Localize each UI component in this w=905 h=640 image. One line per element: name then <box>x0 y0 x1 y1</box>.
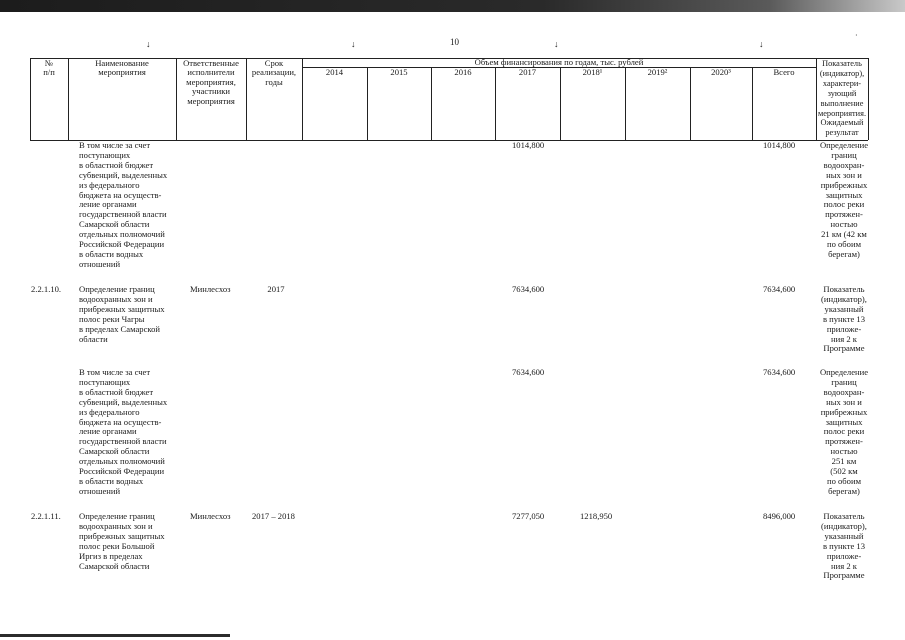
binding-mark: ↓ <box>146 39 151 49</box>
header-year: 2015 <box>390 67 408 77</box>
header-year: 2019² <box>647 67 668 77</box>
scan-bottom-line <box>0 634 230 637</box>
row-responsible: Минлесхоз <box>190 284 231 294</box>
header-total: Всего <box>773 67 795 77</box>
header-year: 2017 <box>518 67 537 77</box>
row-indicator: Определение границ водоохран- ных зон и прибрежных защитных полос реки протяжен- ностью 21 км (42 км по обоим берегам) <box>819 140 869 259</box>
header-name: Наименование мероприятия <box>95 58 149 78</box>
row-term: 2017 <box>267 284 285 294</box>
row-2018-value: 1218,950 <box>580 511 613 521</box>
header-year: 2016 <box>454 67 472 77</box>
row-indicator: Показатель (индикатор), указанный в пункте 13 приложе- ния 2 к Программе <box>821 284 867 354</box>
row-2017-value: 7634,600 <box>512 367 545 377</box>
binding-mark: ↓ <box>759 39 764 49</box>
row-name: В том числе за счет поступающих в областной бюджет субвенций, выделенных из федерального бюджета на осуществ- ление органами государственной власти Самарской области отдельных полномочий Российской Федерации в области водных отношений <box>79 367 168 496</box>
row-2017-value: 7634,600 <box>512 284 545 294</box>
header-year: 2020³ <box>711 67 731 77</box>
row-responsible: Минлесхоз <box>190 511 231 521</box>
row-2017-value: 1014,800 <box>512 140 545 150</box>
row-name: Определение границ водоохранных зон и прибрежных защитных полос реки Большой Иргиз в пределах Самарской области <box>79 511 165 571</box>
binding-mark: ↓ <box>554 39 559 49</box>
row-total-value: 7634,600 <box>763 284 796 294</box>
header-term: Срок реализации, годы <box>251 58 297 87</box>
header-responsible: Ответственные исполнители мероприятия, участники мероприятия <box>183 58 239 106</box>
header-funding: Объем финансирования по годам, тыс. рублей <box>474 57 644 67</box>
row-name: Определение границ водоохранных зон и прибрежных защитных полос реки Чагры в пределах Самарской области <box>79 284 165 344</box>
row-term: 2017 – 2018 <box>252 511 295 521</box>
scan-top-border <box>0 0 905 12</box>
header-indicator: Показатель (индикатор), характери- зующий выполнение мероприятия. Ожидаемый результат <box>817 59 867 138</box>
header-num: № п/п <box>43 58 55 78</box>
scan-speck: · <box>855 31 858 40</box>
row-num: 2.2.1.10. <box>31 284 62 294</box>
row-name: В том числе за счет поступающих в областной бюджет субвенций, выделенных из федерального бюджета на осуществ- ление органами государственной власти Самарской области отдельных полномочий Российской Федерации в области водных отношений <box>79 140 168 269</box>
row-indicator: Показатель (индикатор), указанный в пункте 13 приложе- ния 2 к Программе <box>821 511 867 581</box>
row-total-value: 8496,000 <box>763 511 796 521</box>
header-year: 2014 <box>325 67 344 77</box>
table-header <box>30 58 868 140</box>
row-2017-value: 7277,050 <box>512 511 545 521</box>
row-total-value: 7634,600 <box>763 367 796 377</box>
header-year: 2018¹ <box>582 67 603 77</box>
row-indicator: Определение границ водоохран- ных зон и прибрежных защитных полос реки протяжен- ностью 251 км (502 км по обоим берегам) <box>819 367 869 496</box>
row-num: 2.2.1.11. <box>31 511 61 521</box>
binding-mark: ↓ <box>351 39 356 49</box>
row-total-value: 1014,800 <box>763 140 796 150</box>
page-number: 10 <box>450 37 459 47</box>
